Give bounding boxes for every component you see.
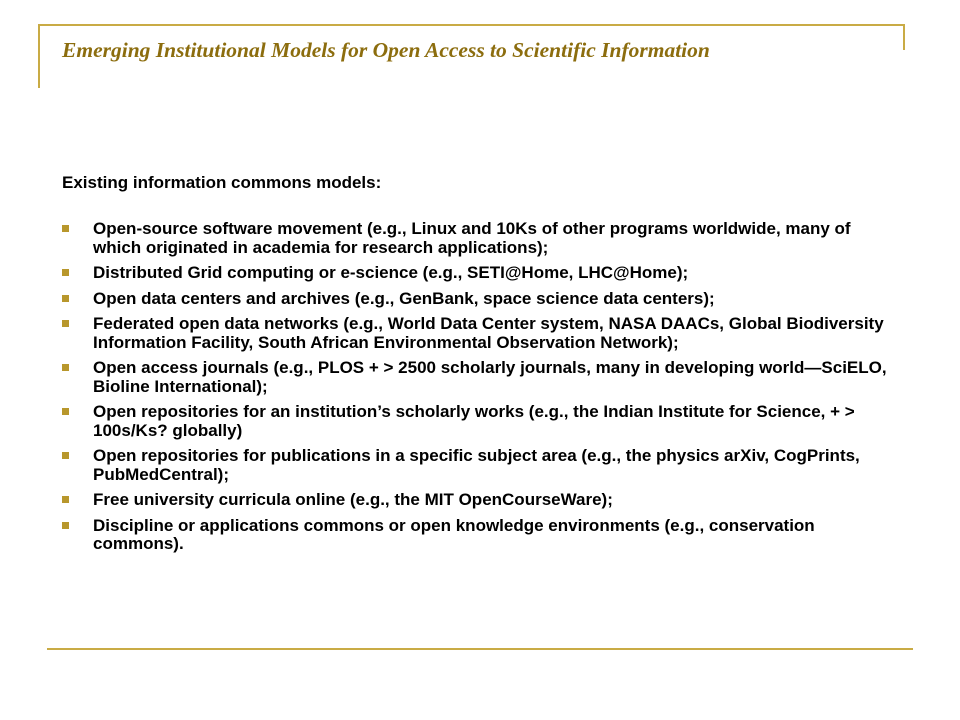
- list-item-text: Open access journals (e.g., PLOS + > 2500 scholarly journals, many in developing world—SciELO, Bioline International);: [93, 358, 887, 396]
- list-item: [62, 264, 902, 283]
- list-item: [62, 315, 902, 352]
- list-item-text: Open repositories for an institution’s scholarly works (e.g., the Indian Institute for Science, + > 100s/Ks? globally): [93, 402, 855, 440]
- list-item: [62, 517, 902, 554]
- list-item: [62, 403, 902, 440]
- square-bullet-icon: [62, 496, 69, 503]
- list-item-text: Federated open data networks (e.g., World Data Center system, NASA DAACs, Global Biodiversity Information Facility, South African Environmental Observation Network);: [93, 314, 884, 352]
- slide-title: Emerging Institutional Models for Open Access to Scientific Information: [62, 38, 710, 62]
- left-rule: [38, 24, 40, 88]
- top-rule: [38, 24, 904, 26]
- square-bullet-icon: [62, 295, 69, 302]
- list-item-text: Discipline or applications commons or open knowledge environments (e.g., conservation commons).: [93, 515, 815, 553]
- list-item-text: Distributed Grid computing or e-science (e.g., SETI@Home, LHC@Home);: [93, 263, 689, 282]
- list-item-text: Free university curricula online (e.g., the MIT OpenCourseWare);: [93, 490, 613, 509]
- square-bullet-icon: [62, 452, 69, 459]
- square-bullet-icon: [62, 364, 69, 371]
- list-item: [62, 447, 902, 484]
- bottom-rule: [47, 648, 913, 650]
- list-item: [62, 220, 902, 257]
- square-bullet-icon: [62, 320, 69, 327]
- list-item: [62, 359, 902, 396]
- intro-text: Existing information commons models:: [62, 173, 382, 192]
- square-bullet-icon: [62, 269, 69, 276]
- square-bullet-icon: [62, 408, 69, 415]
- square-bullet-icon: [62, 522, 69, 529]
- list-item: [62, 491, 902, 510]
- bullet-list: [62, 220, 902, 561]
- list-item: [62, 290, 902, 309]
- square-bullet-icon: [62, 225, 69, 232]
- list-item-text: Open-source software movement (e.g., Linux and 10Ks of other programs worldwide, many of which originated in academia for research applications);: [93, 219, 851, 257]
- list-item-text: Open repositories for publications in a specific subject area (e.g., the physics arXiv, CogPrints, PubMedCentral);: [93, 446, 860, 484]
- list-item-text: Open data centers and archives (e.g., GenBank, space science data centers);: [93, 288, 715, 308]
